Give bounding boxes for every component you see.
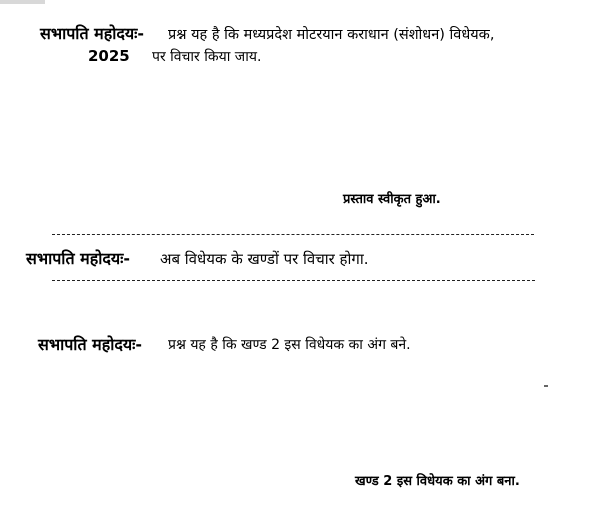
divider-1	[52, 234, 534, 235]
announcement-text: अब विधेयक के खण्डों पर विचार होगा.	[160, 250, 369, 268]
ink-speck	[544, 385, 548, 387]
bill-year: 2025	[88, 47, 130, 65]
speaker-label-2: सभापति महोदयः-	[26, 249, 130, 268]
speaker-label-1: सभापति महोदयः-	[40, 24, 144, 43]
question-text-1: प्रश्न यह है कि मध्यप्रदेश मोटरयान कराधान (संशोधन) विधेयक,	[168, 27, 495, 43]
question-text-1b: पर विचार किया जाय.	[152, 49, 262, 65]
divider-2	[52, 280, 535, 281]
clause-adopted: खण्ड 2 इस विधेयक का अंग बना.	[355, 474, 520, 489]
speaker-label-3: सभापति महोदयः-	[38, 335, 142, 354]
motion-adopted: प्रस्ताव स्वीकृत हुआ.	[343, 192, 441, 207]
question-text-3: प्रश्न यह है कि खण्ड 2 इस विधेयक का अंग बने.	[168, 337, 411, 353]
top-edge-mark	[0, 0, 45, 4]
